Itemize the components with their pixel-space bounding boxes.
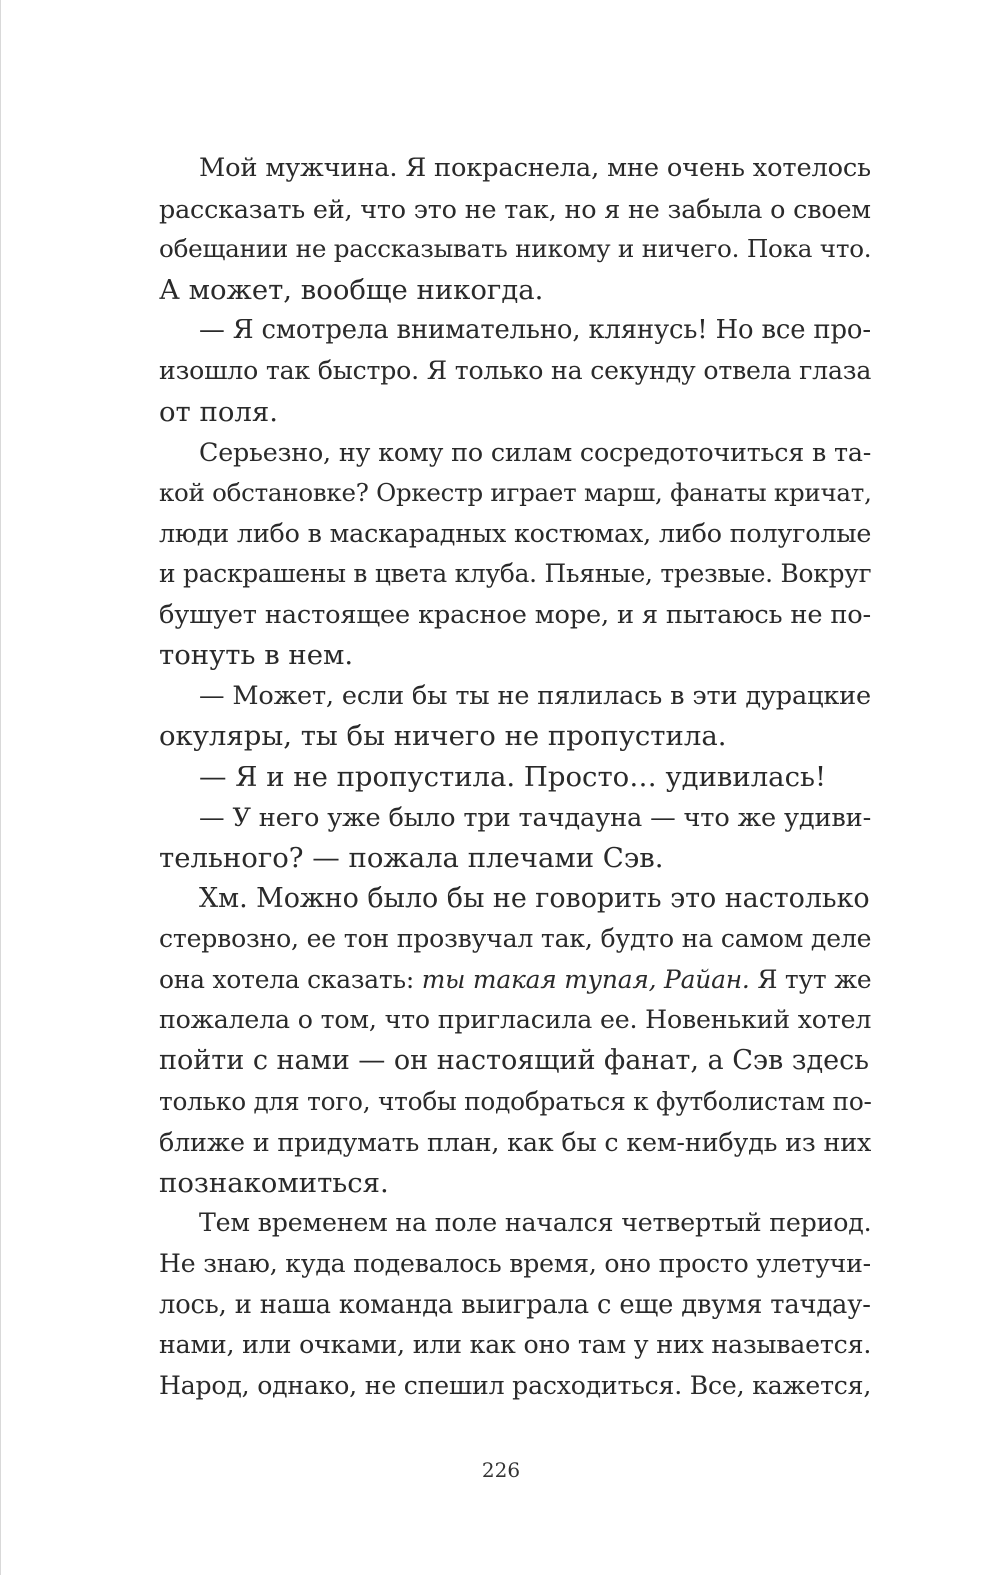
paragraph bbox=[119, 310, 872, 432]
page-number: 226 bbox=[481, 1458, 521, 1482]
italic-text: ты такая тупая, Райан. bbox=[421, 964, 750, 994]
text-segment: она хотела сказать: bbox=[159, 964, 422, 994]
text-line: Хм. Можно было бы не говорить это настолько bbox=[199, 882, 870, 914]
text-line: — Я смотрела внимательно, клянусь! Но все про- bbox=[199, 315, 871, 346]
paragraph bbox=[119, 798, 872, 879]
text-line: Народ, однако, не спешил расходиться. Все, кажется, bbox=[159, 1370, 872, 1400]
paragraph bbox=[119, 879, 872, 1204]
page-text bbox=[119, 148, 872, 1406]
text-line: кой обстановке? Оркестр играет марш, фанаты кричат, bbox=[159, 477, 872, 507]
text-line: бушует настоящее красное море, и я пытаюсь не по- bbox=[159, 599, 872, 630]
text-line: тельного? — пожала плечами Сэв. bbox=[159, 842, 664, 875]
text-line: — Может, если бы ты не пялилась в эти дурацкие bbox=[199, 680, 872, 711]
paragraph bbox=[119, 432, 872, 676]
paragraph bbox=[119, 148, 872, 310]
text-segment: Я тут же bbox=[749, 964, 872, 994]
text-line: обещании не рассказывать никому и ничего. Пока что. bbox=[159, 234, 872, 264]
text-line: только для того, чтобы подобраться к футболистам по- bbox=[159, 1086, 872, 1116]
paragraph bbox=[119, 676, 872, 757]
text-line: лось, и наша команда выиграла с еще двумя тачдау- bbox=[159, 1289, 871, 1320]
text-line: ближе и придумать план, как бы с кем-нибудь из них bbox=[159, 1127, 872, 1158]
text-line: пожалела о том, что пригласила ее. Новенький хотел bbox=[159, 1005, 872, 1035]
text-line: познакомиться. bbox=[159, 1166, 389, 1199]
text-line: Не знаю, куда подевалось время, оно просто улетучи- bbox=[159, 1249, 871, 1279]
text-line: рассказать ей, что это не так, но я не забыла о своем bbox=[159, 193, 871, 224]
text-line: пойти с нами — он настоящий фанат, а Сэв здесь bbox=[159, 1045, 870, 1077]
text-line: нами, или очками, или как оно там у них называется. bbox=[159, 1330, 872, 1360]
text-line: окуляры, ты бы ничего не пропустила. bbox=[159, 720, 727, 753]
text-line: изошло так быстро. Я только на секунду отвела глаза bbox=[159, 355, 872, 385]
text-line: Серьезно, ну кому по силам сосредоточиться в та- bbox=[199, 437, 872, 468]
text-line: Тем временем на поле начался четвертый период. bbox=[199, 1208, 872, 1238]
text-line: Мой мужчина. Я покраснела, мне очень хотелось bbox=[199, 153, 871, 183]
text-line: — Я и не пропустила. Просто… удивилась! bbox=[199, 760, 826, 793]
text-line: А может, вообще никогда. bbox=[159, 273, 544, 306]
paragraph bbox=[119, 1203, 872, 1406]
text-line: — У него уже было три тачдауна — что же удиви- bbox=[199, 802, 872, 833]
text-line: люди либо в маскарадных костюмах, либо полуголые bbox=[159, 518, 872, 549]
text-line: от поля. bbox=[159, 395, 278, 428]
text-line: стервозно, ее тон прозвучал так, будто на самом деле bbox=[159, 924, 872, 954]
text-line bbox=[119, 960, 872, 1001]
text-line: тонуть в нем. bbox=[159, 639, 354, 672]
text-line: и раскрашены в цвета клуба. Пьяные, трезвые. Вокруг bbox=[159, 558, 872, 588]
paragraph bbox=[119, 757, 869, 798]
